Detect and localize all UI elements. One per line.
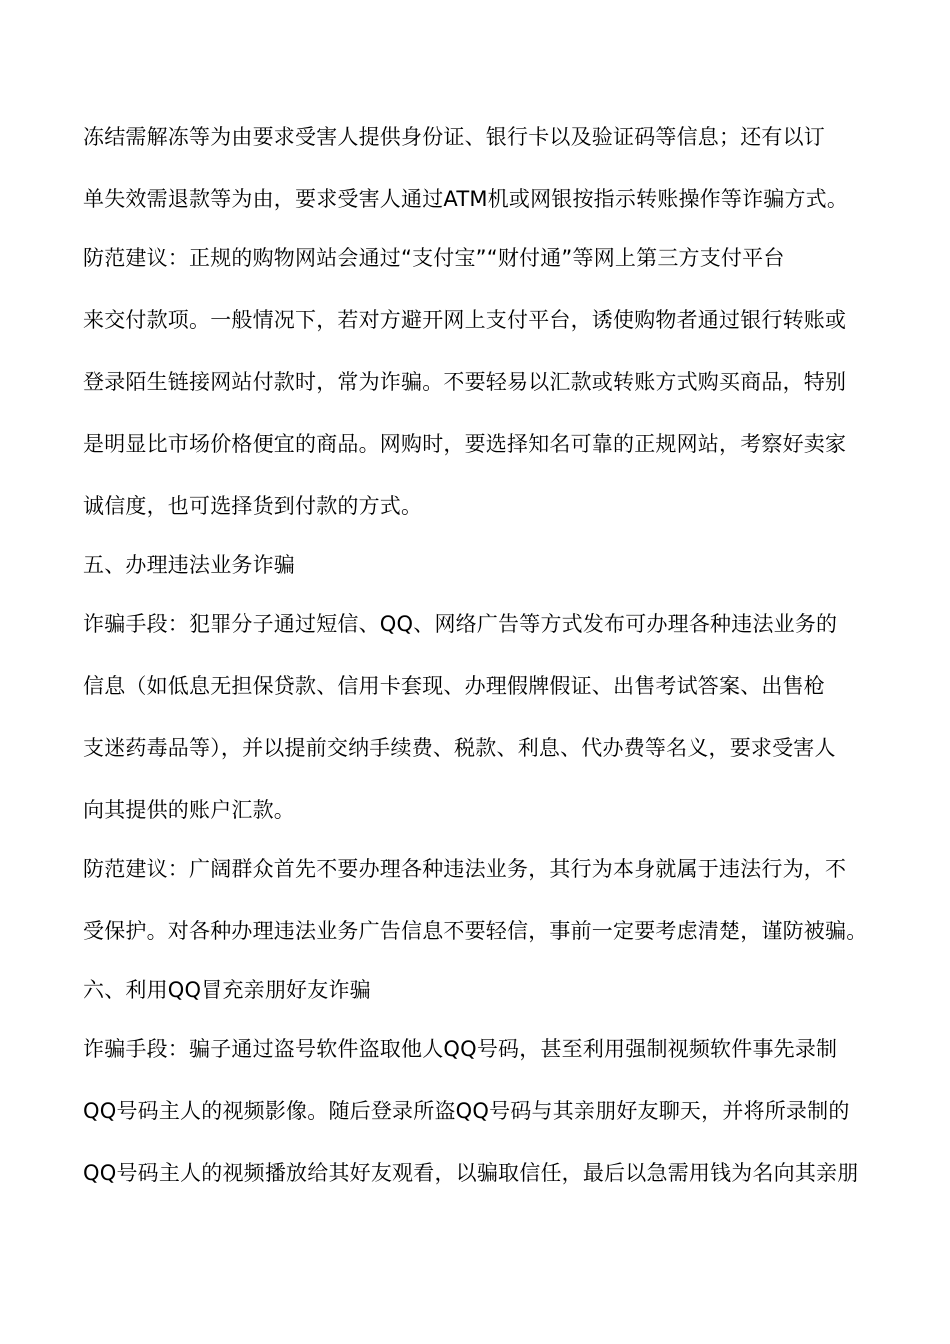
- text-line-13: 防范建议：广阔群众首先不要办理各种违法业务，其行为本身就属于违法行为，不: [83, 857, 847, 881]
- section-heading-5: 五、办理违法业务诈骗: [83, 553, 295, 577]
- text-line-7: 诚信度，也可选择货到付款的方式。: [83, 494, 423, 518]
- text-line-14: 受保护。对各种办理违法业务广告信息不要轻信，事前一定要考虑清楚，谨防被骗。: [83, 919, 868, 943]
- text-line-16: 诈骗手段：骗子通过盗号软件盗取他人QQ号码，甚至利用强制视频软件事先录制: [83, 1037, 838, 1061]
- text-line-2: 单失效需退款等为由，要求受害人通过ATM机或网银按指示转账操作等诈骗方式。: [83, 187, 849, 211]
- text-line-12: 向其提供的账户汇款。: [83, 798, 295, 822]
- text-line-18: QQ号码主人的视频播放给其好友观看，以骗取信任，最后以急需用钱为名向其亲朋: [83, 1161, 859, 1185]
- text-line-3: 防范建议：正规的购物网站会通过“支付宝”“财付通”等网上第三方支付平台: [83, 246, 785, 270]
- text-line-11: 支迷药毒品等），并以提前交纳手续费、税款、利息、代办费等名义，要求受害人: [83, 736, 836, 760]
- text-line-5: 登录陌生链接网站付款时，常为诈骗。不要轻易以汇款或转账方式购买商品，特别: [83, 370, 847, 394]
- text-line-4: 来交付款项。一般情况下，若对方避开网上支付平台，诱使购物者通过银行转账或: [83, 308, 847, 332]
- text-line-1: 冻结需解冻等为由要求受害人提供身份证、银行卡以及验证码等信息；还有以订: [83, 125, 825, 149]
- section-heading-6: 六、利用QQ冒充亲朋好友诈骗: [83, 978, 371, 1002]
- text-line-6: 是明显比市场价格便宜的商品。网购时，要选择知名可靠的正规网站，考察好卖家: [83, 432, 847, 456]
- text-line-10: 信息（如低息无担保贷款、信用卡套现、办理假牌假证、出售考试答案、出售枪: [83, 674, 825, 698]
- text-line-17: QQ号码主人的视频影像。随后登录所盗QQ号码与其亲朋好友聊天，并将所录制的: [83, 1099, 850, 1123]
- text-line-9: 诈骗手段：犯罪分子通过短信、QQ、网络广告等方式发布可办理各种违法业务的: [83, 612, 838, 636]
